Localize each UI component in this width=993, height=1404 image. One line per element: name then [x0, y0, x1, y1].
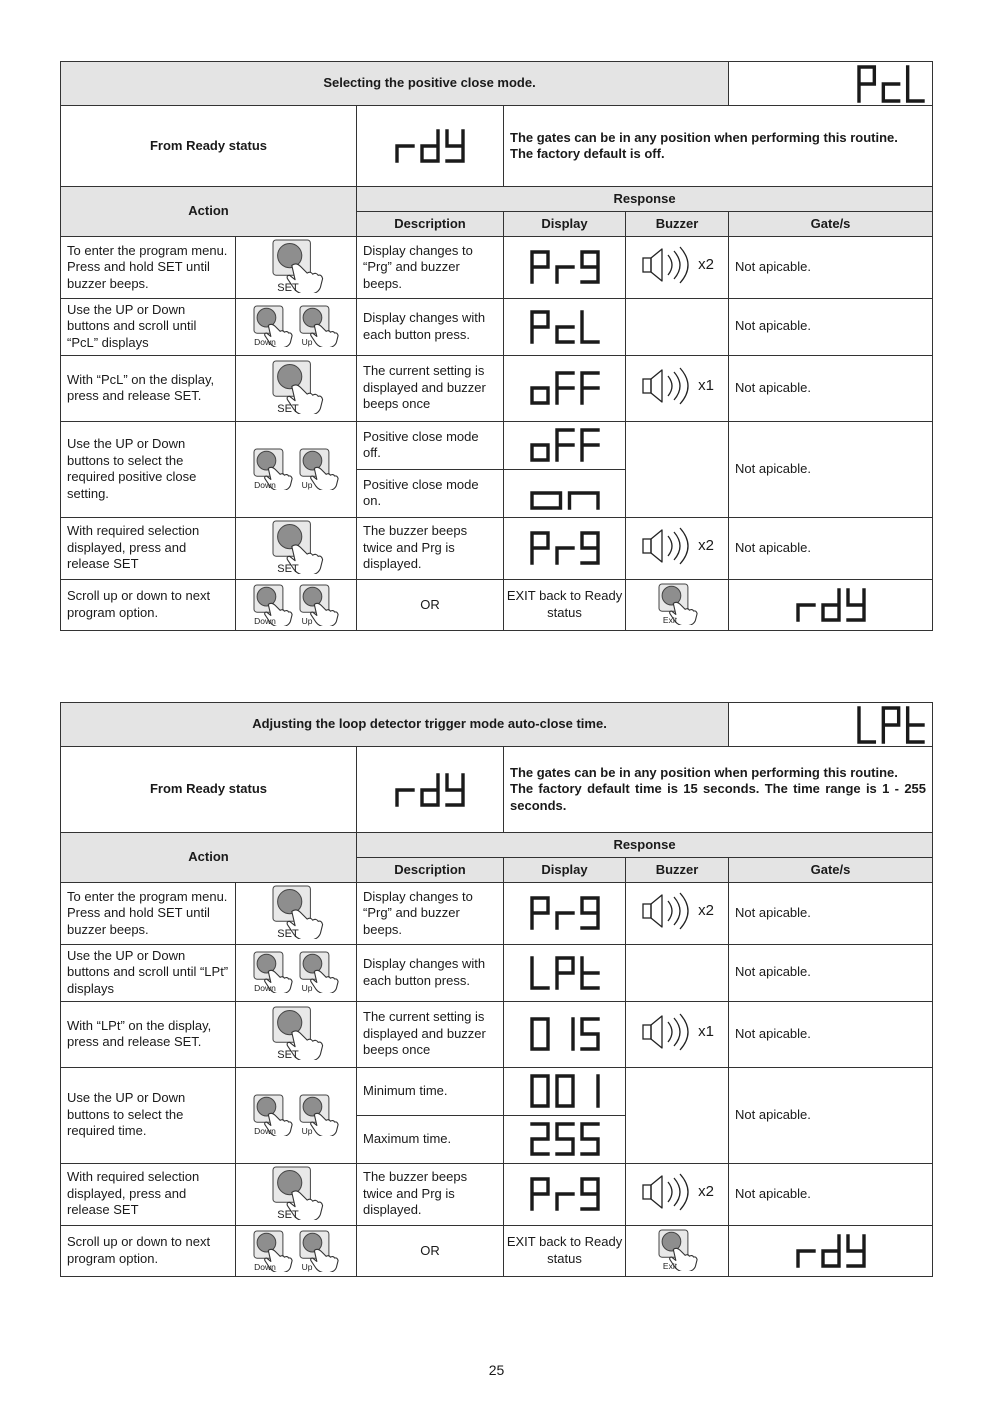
set-key-icon — [266, 1004, 326, 1060]
buzzer-cell — [626, 421, 729, 517]
seven-segment-display — [529, 370, 601, 406]
lcd-digit — [569, 493, 598, 508]
lcd-digit — [397, 146, 413, 161]
lcd-digit — [557, 430, 573, 460]
lcd-digit — [798, 1251, 814, 1266]
up-key-label: Up — [301, 1125, 313, 1136]
exit-text: EXIT back to Ready status — [504, 1225, 626, 1277]
up-down-buttons-icon — [236, 421, 357, 517]
exit-text: EXIT back to Ready status — [504, 579, 626, 631]
lcd-digit — [582, 430, 598, 460]
lcd-digit — [883, 84, 898, 101]
action-text: With “PcL” on the display, press and release SET. — [61, 355, 236, 421]
buzzer-cell — [626, 1001, 729, 1067]
speaker-icon — [640, 891, 696, 931]
lcd-digit — [557, 373, 573, 403]
set-key-icon — [266, 237, 326, 293]
response-description: Maximum time. — [357, 1115, 504, 1163]
set-key-icon — [266, 518, 326, 574]
buzzer-count: x1 — [698, 1022, 714, 1040]
section-title: Adjusting the loop detector trigger mode auto-close time. — [61, 703, 729, 747]
lcd-display — [504, 298, 626, 355]
header-buzzer: Buzzer — [626, 212, 729, 237]
lcd-digit — [397, 790, 413, 805]
up-down-keys-icon — [251, 1090, 341, 1136]
exit-key-icon — [652, 581, 702, 625]
exit-key-icon — [652, 1227, 702, 1271]
set-button-icon — [236, 355, 357, 421]
set-key-icon — [266, 358, 326, 414]
lcd-digit — [422, 131, 438, 161]
table-row — [61, 421, 933, 469]
lcd-digit — [532, 898, 548, 928]
lcd-display — [504, 355, 626, 421]
seven-segment-display — [529, 530, 601, 566]
exit-button-icon — [626, 1225, 729, 1277]
set-key-label: SET — [277, 402, 299, 414]
lcd-display — [504, 1115, 626, 1163]
lcd-digit — [582, 533, 598, 563]
info-line: The factory default is off. — [510, 146, 665, 161]
lcd-digit — [557, 958, 573, 988]
header-response: Response — [357, 187, 933, 212]
table-row — [61, 237, 933, 299]
lcd-digit — [532, 958, 548, 988]
lcd-digit — [823, 1236, 839, 1266]
seven-segment-display — [529, 1073, 601, 1109]
table-row — [61, 1067, 933, 1115]
lcd-digit — [532, 252, 548, 282]
lcd-digit — [908, 708, 923, 742]
buzzer-cell — [626, 517, 729, 579]
seven-segment-display — [394, 128, 466, 164]
gate-status: Not apicable. — [729, 1001, 933, 1067]
action-text: With required selection displayed, press and release SET — [61, 1163, 236, 1225]
table-row — [61, 883, 933, 945]
lcd-digit — [532, 1019, 548, 1049]
lcd-digit — [848, 590, 864, 620]
up-down-buttons-icon — [236, 1225, 357, 1277]
table-row — [61, 517, 933, 579]
gate-status: Not apicable. — [729, 517, 933, 579]
lcd-digit — [532, 312, 548, 342]
set-button-icon — [236, 517, 357, 579]
response-description: Display changes with each button press. — [357, 944, 504, 1001]
action-text: With “LPt” on the display, press and release SET. — [61, 1001, 236, 1067]
lcd-digit — [883, 708, 898, 742]
buzzer-cell — [626, 237, 729, 299]
action-text: To enter the program menu. Press and hold SET until buzzer beeps. — [61, 883, 236, 945]
page-number: 25 — [488, 1362, 505, 1378]
down-key-label: Down — [254, 983, 276, 994]
speaker-icon — [640, 526, 696, 566]
buzzer-count: x2 — [698, 536, 714, 554]
lcd-display — [504, 1067, 626, 1115]
buzzer-cell — [626, 883, 729, 945]
gate-status: Not apicable. — [729, 421, 933, 517]
down-key-label: Down — [254, 615, 276, 626]
or-label: OR — [357, 1225, 504, 1277]
info-line: The gates can be in any position when performing this routine. — [510, 764, 898, 780]
up-down-keys-icon — [251, 1226, 341, 1272]
lcd-digit — [848, 1236, 864, 1266]
lcd-digit — [532, 1076, 548, 1106]
header-display: Display — [504, 212, 626, 237]
speaker-icon — [640, 366, 696, 406]
seven-segment-display — [795, 1233, 867, 1269]
seven-segment-display — [529, 1121, 601, 1157]
section-code-display — [729, 703, 933, 747]
seven-segment-display — [856, 705, 926, 745]
response-description: Display changes to “Prg” and buzzer beeps. — [357, 237, 504, 299]
action-text: With required selection displayed, press and release SET — [61, 517, 236, 579]
set-key-icon — [266, 883, 326, 939]
lcd-digit — [582, 958, 598, 988]
action-text: Use the UP or Down buttons to select the required positive close setting. — [61, 421, 236, 517]
up-down-buttons-icon — [236, 298, 357, 355]
lcd-display — [504, 517, 626, 579]
lcd-display — [504, 944, 626, 1001]
table-row — [61, 1225, 933, 1277]
seven-segment-display — [529, 895, 601, 931]
lcd-digit — [859, 67, 874, 101]
buzzer-count: x2 — [698, 1182, 714, 1200]
seven-segment-display — [529, 1016, 601, 1052]
seven-segment-display — [394, 772, 466, 808]
lcd-display — [504, 1001, 626, 1067]
up-down-keys-icon — [251, 444, 341, 490]
section-loop-detector — [60, 702, 933, 1277]
table-row — [61, 579, 933, 631]
lcd-display — [504, 237, 626, 299]
gate-status: Not apicable. — [729, 944, 933, 1001]
gate-status: Not apicable. — [729, 883, 933, 945]
header-description: Description — [357, 858, 504, 883]
gate-status: Not apicable. — [729, 298, 933, 355]
lcd-digit — [532, 388, 548, 403]
up-down-buttons-icon — [236, 579, 357, 631]
buzzer-count: x1 — [698, 376, 714, 394]
response-description: Display changes to “Prg” and buzzer beeps. — [357, 883, 504, 945]
lcd-digit — [557, 548, 573, 563]
up-down-buttons-icon — [236, 944, 357, 1001]
buzzer-count: x2 — [698, 255, 714, 273]
table-row — [61, 355, 933, 421]
lcd-digit — [582, 898, 598, 928]
lcd-digit — [447, 775, 463, 805]
down-key-label: Down — [254, 479, 276, 490]
up-key-label: Up — [301, 983, 313, 994]
up-key-label: Up — [301, 615, 313, 626]
seven-segment-display — [795, 587, 867, 623]
set-key-icon — [266, 1164, 326, 1220]
table-row — [61, 298, 933, 355]
seven-segment-display — [529, 309, 601, 345]
seven-segment-display — [529, 955, 601, 991]
response-description: Positive close mode on. — [357, 469, 504, 517]
seven-segment-display — [856, 64, 926, 104]
from-ready-label: From Ready status — [61, 747, 357, 833]
lcd-digit — [582, 312, 598, 342]
seven-segment-display — [529, 475, 601, 511]
lcd-digit — [582, 1019, 598, 1049]
exit-button-icon — [626, 579, 729, 631]
lcd-digit — [557, 1124, 573, 1154]
table-row — [61, 1001, 933, 1067]
gate-status: Not apicable. — [729, 1163, 933, 1225]
speaker-icon — [640, 245, 696, 285]
response-description: The buzzer beeps twice and Prg is displayed. — [357, 1163, 504, 1225]
header-description: Description — [357, 212, 504, 237]
table-row — [61, 1163, 933, 1225]
lcd-display — [729, 579, 933, 631]
info-line: The gates can be in any position when performing this routine. — [510, 129, 898, 145]
set-key-label: SET — [277, 1208, 299, 1220]
routine-info — [504, 747, 933, 833]
response-description: The current setting is displayed and buzzer beeps once — [357, 355, 504, 421]
header-response: Response — [357, 833, 933, 858]
from-ready-display — [357, 106, 504, 187]
lcd-digit — [557, 1194, 573, 1209]
action-text: Scroll up or down to next program option. — [61, 579, 236, 631]
lcd-display — [504, 469, 626, 517]
up-down-buttons-icon — [236, 1067, 357, 1163]
up-key-label: Up — [301, 337, 313, 348]
up-key-label: Up — [301, 479, 313, 490]
response-description: The buzzer beeps twice and Prg is displayed. — [357, 517, 504, 579]
response-description: Minimum time. — [357, 1067, 504, 1115]
or-label: OR — [357, 579, 504, 631]
section-positive-close — [60, 61, 933, 631]
up-down-keys-icon — [251, 301, 341, 347]
exit-key-label: Exit — [662, 614, 678, 625]
up-down-keys-icon — [251, 947, 341, 993]
header-display: Display — [504, 858, 626, 883]
buzzer-count: x2 — [698, 901, 714, 919]
lcd-display — [504, 1163, 626, 1225]
lcd-digit — [532, 445, 548, 460]
set-button-icon — [236, 237, 357, 299]
lcd-digit — [532, 493, 561, 508]
speaker-icon — [640, 1172, 696, 1212]
gate-status: Not apicable. — [729, 237, 933, 299]
lcd-digit — [582, 373, 598, 403]
header-gates: Gate/s — [729, 858, 933, 883]
buzzer-cell — [626, 1067, 729, 1163]
action-text: Use the UP or Down buttons to select the required time. — [61, 1067, 236, 1163]
from-ready-label: From Ready status — [61, 106, 357, 187]
lcd-digit — [532, 533, 548, 563]
lcd-display — [504, 421, 626, 469]
header-gates: Gate/s — [729, 212, 933, 237]
down-key-label: Down — [254, 1261, 276, 1272]
lcd-digit — [532, 1124, 548, 1154]
buzzer-cell — [626, 944, 729, 1001]
lcd-display — [729, 1225, 933, 1277]
routine-info — [504, 106, 933, 187]
gate-status: Not apicable. — [729, 1067, 933, 1163]
lcd-digit — [908, 67, 923, 101]
header-action: Action — [61, 187, 357, 237]
set-key-label: SET — [277, 928, 299, 939]
seven-segment-display — [529, 249, 601, 285]
buzzer-cell — [626, 1163, 729, 1225]
set-key-label: SET — [277, 562, 299, 574]
lcd-display — [504, 883, 626, 945]
lcd-digit — [798, 605, 814, 620]
header-buzzer: Buzzer — [626, 858, 729, 883]
response-description: Positive close mode off. — [357, 421, 504, 469]
up-key-label: Up — [301, 1261, 313, 1272]
lcd-digit — [582, 252, 598, 282]
action-text: To enter the program menu. Press and hold SET until buzzer beeps. — [61, 237, 236, 299]
down-key-label: Down — [254, 337, 276, 348]
section-title: Selecting the positive close mode. — [61, 62, 729, 106]
lcd-digit — [859, 708, 874, 742]
exit-key-label: Exit — [662, 1260, 678, 1271]
seven-segment-display — [529, 1176, 601, 1212]
buzzer-cell — [626, 355, 729, 421]
set-button-icon — [236, 1001, 357, 1067]
info-line: The factory default time is 15 seconds. The time range is 1 - 255 seconds. — [510, 781, 927, 813]
lcd-digit — [582, 1179, 598, 1209]
lcd-digit — [557, 327, 573, 342]
lcd-digit — [422, 775, 438, 805]
section-code-display — [729, 62, 933, 106]
lcd-digit — [557, 1076, 573, 1106]
seven-segment-display — [529, 427, 601, 463]
set-key-label: SET — [277, 1048, 299, 1060]
set-button-icon — [236, 883, 357, 945]
lcd-digit — [447, 131, 463, 161]
lcd-digit — [557, 913, 573, 928]
action-text: Scroll up or down to next program option. — [61, 1225, 236, 1277]
lcd-digit — [582, 1124, 598, 1154]
response-description: The current setting is displayed and buzzer beeps once — [357, 1001, 504, 1067]
from-ready-display — [357, 747, 504, 833]
lcd-digit — [557, 267, 573, 282]
buzzer-cell — [626, 298, 729, 355]
up-down-keys-icon — [251, 580, 341, 626]
action-text: Use the UP or Down buttons and scroll until “PcL” displays — [61, 298, 236, 355]
header-action: Action — [61, 833, 357, 883]
down-key-label: Down — [254, 1125, 276, 1136]
set-key-label: SET — [277, 282, 299, 293]
speaker-icon — [640, 1012, 696, 1052]
action-text: Use the UP or Down buttons and scroll until “LPt” displays — [61, 944, 236, 1001]
set-button-icon — [236, 1163, 357, 1225]
table-row — [61, 944, 933, 1001]
lcd-digit — [532, 1179, 548, 1209]
gate-status: Not apicable. — [729, 355, 933, 421]
lcd-digit — [823, 590, 839, 620]
response-description: Display changes with each button press. — [357, 298, 504, 355]
